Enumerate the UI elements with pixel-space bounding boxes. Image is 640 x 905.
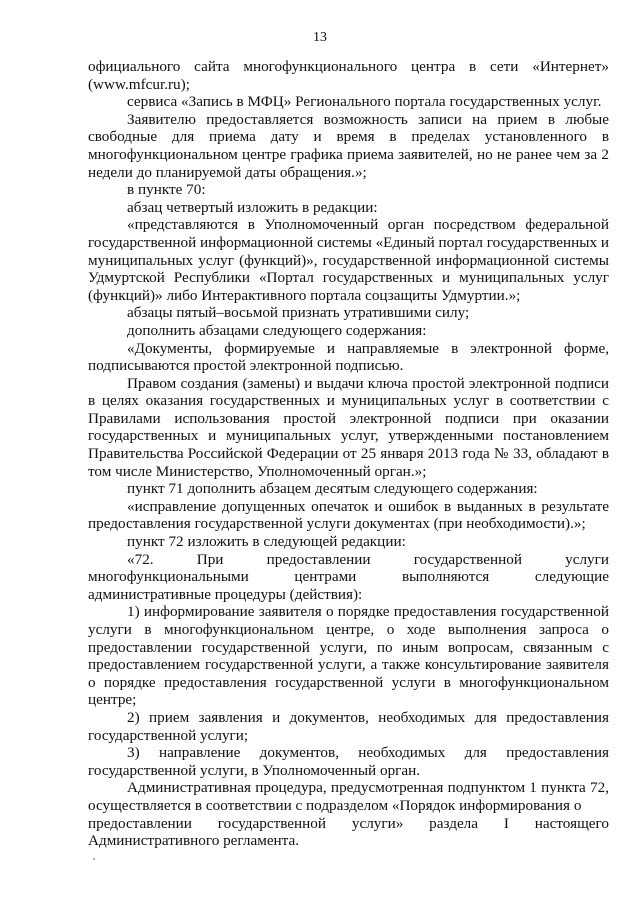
paragraph-supplement: дополнить абзацами следующего содержания: [127,321,427,339]
scan-speck [93,858,95,860]
admin-procedure-line-4: Административного регламента. [88,832,300,850]
item-3-line-2: государственной услуги, в Уполномоченный орган. [88,761,421,779]
paragraph-fourth-abzats: абзац четвертый изложить в редакции: [127,198,378,216]
paragraph-website: официального сайта многофункционального центра в сети «Интернет» (www.mfcur.ru); [88,58,609,93]
clause-72-line-1: «72. При предоставлении государственной услуги [127,550,609,568]
paragraph-repealed: абзацы пятый–восьмой признать утратившими силу; [127,304,470,322]
paragraph-item-2: 2) прием заявления и документов, необходимых для предоставления государственной услуги; [88,708,609,744]
paragraph-clause-71: пункт 71 дополнить абзацем десятым следующего содержания: [127,480,538,498]
page-number: 13 [313,30,327,45]
document-body [88,58,609,850]
paragraph-admin-procedure: Административная процедура, предусмотренная подпунктом 1 пункта 72, осуществляется в соответствии с подразделом «Порядок информирования о [88,779,609,814]
paragraph-item-1: 1) информирование заявителя о порядке предоставления государственной услуги в многофункциональном центре, о ходе выполнения запроса о предоставлении государственной услуги, по иным вопросам, связанным с предоставлением государственной услуги, а также консультирование заявителя о порядке предоставления государственной услуги в многофункциональном центре; [88,603,609,709]
clause-72-line-2: многофункциональными центрами выполняются следующие [88,568,609,586]
paragraph-electronic-docs: «Документы, формируемые и направляемые в электронной форме, подписываются простой электронной подписью. [88,339,609,375]
paragraph-submission: «представляются в Уполномоченный орган посредством федеральной государственной информационной системы «Единый портал государственных и муниципальных услуг (функций)», государственной информационной системы Удмуртской Республики «Портал государственных и муниципальных услуг (функций)» либо Интерактивного портала соцзащиты Удмуртии.»; [88,216,609,304]
paragraph-clause-70: в пункте 70: [127,181,206,199]
paragraph-service: сервиса «Запись в МФЦ» Регионального портала государственных услуг. [127,93,602,111]
paragraph-corrections: «исправление допущенных опечаток и ошибок в выданных в результате предоставления государственной услуги документах (при необходимости).»; [88,497,609,533]
item-3-line-1: 3) направление документов, необходимых для предоставления [127,744,609,762]
paragraph-clause-72: пункт 72 изложить в следующей редакции: [127,533,406,551]
paragraph-signature-rights: Правом создания (замены) и выдачи ключа простой электронной подписи в целях оказания государственных и муниципальных услуг в соответствии с Правилами использования простой электронной подписи при оказании государственных и муниципальных услуг, утвержденными постановлением Правительства Российской Федерации от 25 января 2013 года № 33, обладают в том числе Министерство, Уполномоченный орган.»; [88,374,609,480]
paragraph-appointment: Заявителю предоставляется возможность записи на прием в любые свободные для приема дату и время в пределах установленного в многофункциональном центре графика приема заявителей, но не ранее чем за 2 недели до планируемой даты обращения.»; [88,110,609,181]
admin-procedure-line-3: предоставлении государственной услуги» раздела I настоящего [88,814,609,832]
clause-72-line-3: административные процедуры (действия): [88,585,363,603]
